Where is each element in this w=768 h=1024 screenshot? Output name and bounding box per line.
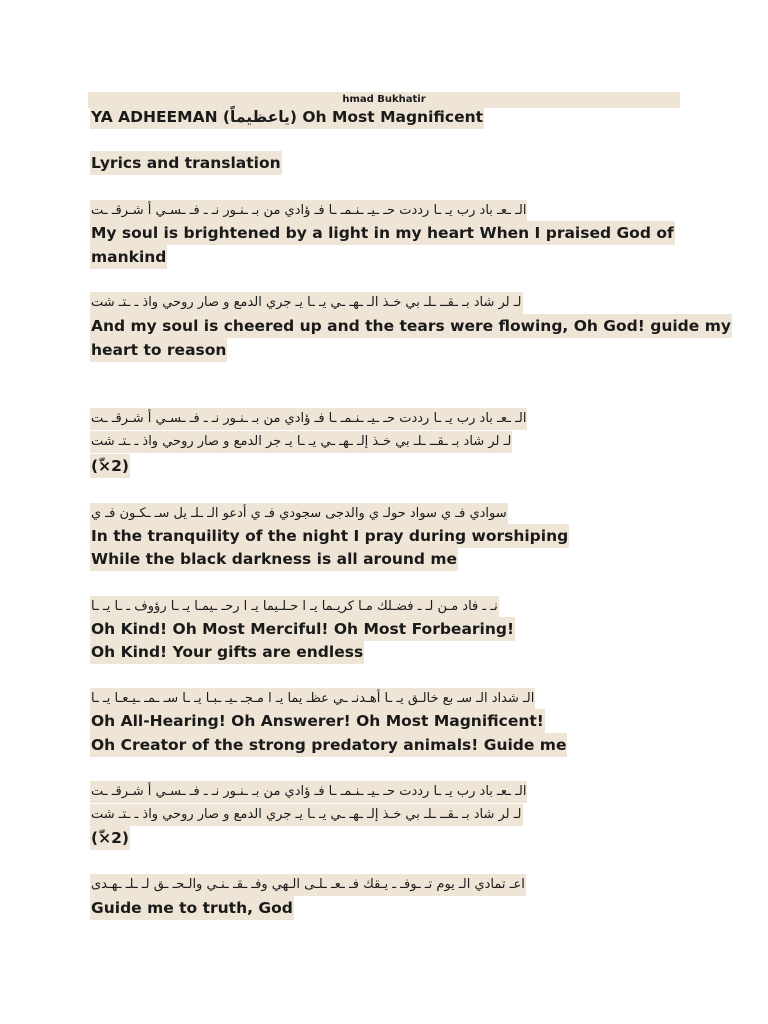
translation-line: Guide me to truth, God — [90, 896, 294, 920]
page-header: hmad Bukhatir — [342, 94, 426, 105]
arabic-lyric-line: لـ لر شاد بـ ـقــ ـلـ بي خـذ إلـ ـهـ ـي يـ ـا يـ جر الدمع و صار روحي واذ ـ ـتـ شت — [90, 431, 512, 453]
translation-line: Oh All-Hearing! Oh Answerer! Oh Most Magnificent! — [90, 709, 545, 733]
arabic-lyric-line: سوادي فـ ي سواد حولـ ي والدجى سجودي فـ ي أدعو الـ ـلـ يل سـ ـكـون فـ ي — [90, 503, 508, 525]
section-subtitle: Lyrics and translation — [90, 151, 282, 175]
arabic-lyric-line: لـ لر شاد بـ ـقــ ـلـ بي خـذ الـ ـهـ ـي يـ ـا يـ جري الدمع و صار روحي واذ ـ ـتـ شت — [90, 292, 523, 314]
arabic-lyric-line: اعـ تمادي الـ يوم تـ ـوفـ ـ يـقك فـ ـعـ ـلـى الـهي وفـ ـقـ ـنـي والـحـ ـق لـ ـلـ ـهـدى — [90, 874, 526, 896]
song-title: YA ADHEEMAN (ياعظيماً) Oh Most Magnificent — [90, 105, 484, 129]
translation-line: While the black darkness is all around me — [90, 547, 458, 571]
arabic-lyric-line: الـ ـعـ باد رب يـ ـا رددت حـ ـيـ ـنـمـ ـا فـ ؤادي من بـ ـنـور نـ ـ فـ ـسـي أ شـرقـ ـت — [90, 408, 527, 430]
arabic-lyric-line: نـ ـ فاد مـن لـ ـ فضـلك مـا كريـما يـ ا حـلـيما يـ ا رحـ ـيمـا يـ ـا رؤوف ـ ـا يـ ـا — [90, 596, 499, 618]
translation-line: Oh Creator of the strong predatory animals! Guide me — [90, 733, 567, 757]
arabic-lyric-line: الـ شداد الـ سـ بع خالـق يـ ـا أهـدنـ ـي عظـ يما يـ ا مـجـ ـيـ ـبـا يـ ـا سـ ـمـ ـيـعـا يـ ـا — [90, 688, 535, 710]
repeat-marker: (ّ×2) — [90, 826, 130, 850]
translation-line: And my soul is cheered up and the tears were flowing, Oh God! guide my — [90, 314, 732, 338]
arabic-lyric-line: الـ ـعـ باد رب يـ ـا رددت حـ ـيـ ـنـمـ ـا فـ ؤادي من بـ ـنـور نـ ـ فـ ـسـي أ شـرقـ ـت — [90, 200, 527, 222]
translation-line: mankind — [90, 245, 167, 269]
arabic-lyric-line: الـ ـعـ باد رب يـ ـا رددت حـ ـيـ ـنـمـ ـا فـ ؤادي من بـ ـنـور نـ ـ فـ ـسـي أ شـرقـ ـت — [90, 781, 527, 803]
translation-line: My soul is brightened by a light in my heart When I praised God of — [90, 221, 675, 245]
translation-line: In the tranquility of the night I pray during worshiping — [90, 524, 569, 548]
arabic-lyric-line: لـ لر شاد بـ ـقــ ـلـ بي خـذ إلـ ـهـ ـي يـ ـا يـ جري الدمع و صار روحي واذ ـ ـتـ شت — [90, 804, 523, 826]
translation-line: Oh Kind! Oh Most Merciful! Oh Most Forbearing! — [90, 617, 515, 641]
translation-line: Oh Kind! Your gifts are endless — [90, 640, 364, 664]
translation-line: heart to reason — [90, 338, 227, 362]
repeat-marker: (ّ×2) — [90, 454, 130, 478]
